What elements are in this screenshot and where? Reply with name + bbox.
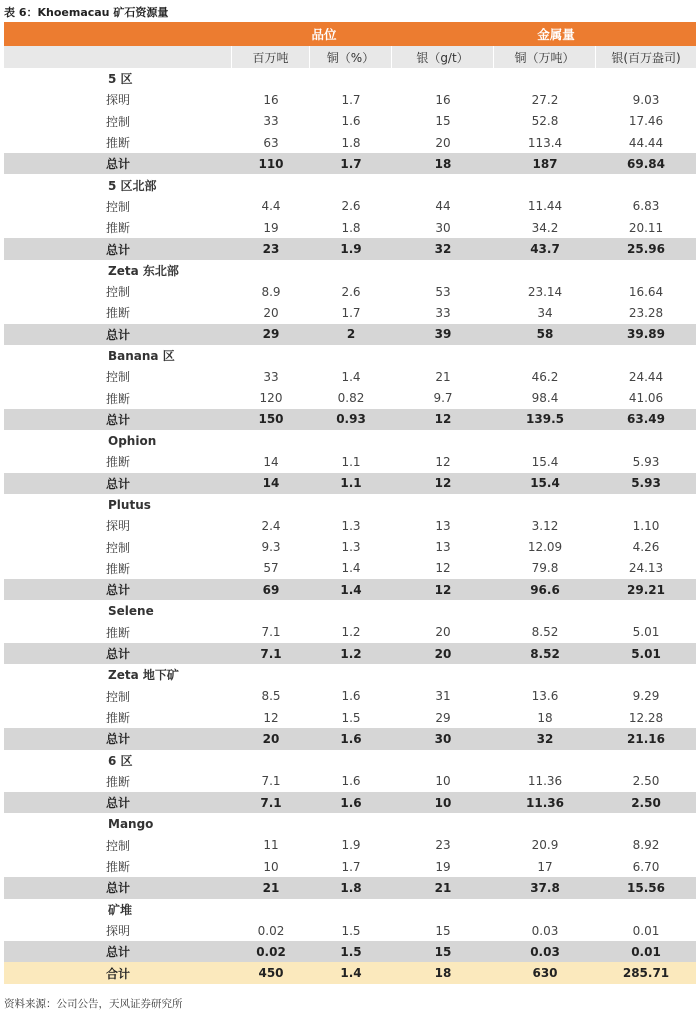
table-cell: 11.44 [527,199,563,214]
row-label: 总计 [106,327,131,342]
table-cell: 0.02 [256,944,286,959]
table-cell: 29.21 [627,582,665,597]
table-cell: 25.96 [627,242,665,257]
table-row [4,387,696,408]
table-cell: 1.7 [341,859,361,874]
section-header-row [4,68,696,89]
table-cell: 5.93 [631,476,661,491]
table-cell: 23.28 [628,305,664,320]
table-cell: 8.92 [632,838,660,853]
table-cell: 12 [434,412,452,427]
table-cell: 13 [435,518,451,533]
table-cell: 21.16 [627,731,665,746]
table-cell: 1.7 [340,156,362,171]
subtotal-row [4,941,696,962]
table-cell: 1.8 [341,220,361,235]
table-cell: 1.9 [340,242,362,257]
table-cell: 120 [259,391,283,406]
table-cell: 8.5 [261,689,281,704]
subtotal-row [4,324,696,345]
table-cell: 11.36 [527,774,563,789]
header-group-metal: 金属量 [537,27,575,42]
table-cell: 7.1 [260,646,282,661]
table-cell: 21 [262,880,280,895]
table-row [4,622,696,643]
table-cell: 20 [263,305,279,320]
table-cell: 2 [346,327,356,342]
table-cell: 19 [263,220,279,235]
table-cell: 5.93 [632,454,660,469]
table-cell: 18 [434,966,452,981]
table-row [4,451,696,472]
table-cell: 1.2 [341,625,361,640]
table-cell: 39 [434,327,452,342]
table-cell: 8.52 [531,625,559,640]
row-label: 控制 [106,285,131,300]
table-row [4,281,696,302]
table-cell: 0.01 [632,923,660,938]
row-label: 推断 [106,306,131,321]
table-cell: 58 [536,327,554,342]
row-label: 推断 [106,774,131,789]
table-cell: 0.03 [531,923,559,938]
table-cell: 12 [435,561,451,576]
table-cell: 1.6 [340,795,362,810]
table-cell: 20 [435,625,451,640]
table-cell: 20.11 [628,220,664,235]
subtotal-row [4,409,696,430]
table-cell: 1.6 [341,774,361,789]
table-row [4,217,696,238]
source-note: 资料来源：公司公告，天风证券研究所 [4,998,183,1010]
header-blank [4,46,232,68]
table-cell: 34 [537,305,553,320]
table-header-columns [4,46,696,68]
table-row [4,366,696,387]
table-cell: 1.10 [632,518,660,533]
table-cell: 630 [532,966,558,981]
table-row [4,686,696,707]
table-caption: 表 6：Khoemacau 矿石资源量 [4,6,169,19]
table-cell: 10 [263,859,279,874]
header-col-ag-metal: 银(百万盎司) [611,50,681,65]
table-cell: 11.36 [526,795,564,810]
row-label: Banana 区 [108,349,175,363]
row-label: 总计 [106,796,131,811]
table-cell: 2.4 [261,518,281,533]
table-cell: 29 [262,327,280,342]
table-cell: 10 [435,774,451,789]
table-cell: 15 [435,114,451,129]
table-cell: 7.1 [260,795,282,810]
subtotal-row [4,153,696,174]
table-cell: 1.7 [341,92,361,107]
table-cell: 20 [262,731,280,746]
table-cell: 1.4 [340,966,362,981]
row-label: 5 区 [108,72,133,87]
row-label: Selene [108,604,154,619]
row-label: 推断 [106,136,131,151]
table-cell: 20 [434,646,452,661]
table-row [4,558,696,579]
row-label: 控制 [106,199,131,214]
section-header-row [4,345,696,366]
table-cell: 23.14 [527,284,563,299]
subtotal-row [4,238,696,259]
table-cell: 33 [263,114,279,129]
table-cell: 30 [435,220,451,235]
table-cell: 187 [532,156,558,171]
row-label: 控制 [106,370,131,385]
table-cell: 0.02 [257,923,285,938]
table-cell: 1.6 [341,689,361,704]
table-cell: 6.83 [632,199,660,214]
table-cell: 96.6 [530,582,560,597]
subtotal-row [4,792,696,813]
table-cell: 52.8 [531,114,559,129]
table-row [4,920,696,941]
table-cell: 5.01 [631,646,661,661]
header-col-cu-grade: 铜（%） [310,46,392,68]
table-header-groups [4,22,696,46]
table-cell: 2.6 [341,199,361,214]
table-cell: 19 [435,859,451,874]
header-group-grade: 品位 [311,27,337,42]
table-cell: 15 [435,923,451,938]
section-header-row [4,430,696,451]
table-cell: 69.84 [627,156,665,171]
table-cell: 34.2 [531,220,559,235]
table-cell: 8.9 [261,284,281,299]
table-cell: 15 [434,944,452,959]
table-cell: 1.1 [340,476,362,491]
table-cell: 5.01 [632,625,660,640]
table-cell: 21 [435,369,451,384]
row-label: 探明 [106,519,131,534]
grand-total-row [4,962,696,983]
table-cell: 9.03 [632,92,660,107]
table-cell: 43.7 [530,242,560,257]
section-header-row [4,664,696,685]
subtotal-row [4,728,696,749]
table-cell: 63 [263,135,279,150]
table-cell: 16.64 [628,284,664,299]
row-label: Ophion [108,433,157,448]
row-label: 总计 [106,881,131,896]
subtotal-row [4,877,696,898]
row-label: 总计 [106,732,131,747]
subtotal-row [4,473,696,494]
row-label: 控制 [106,689,131,704]
table-cell: 15.56 [627,880,665,895]
table-cell: 2.6 [341,284,361,299]
table-cell: 1.7 [341,305,361,320]
table-cell: 7.1 [261,625,281,640]
table-cell: 9.29 [632,689,660,704]
table-cell: 23 [435,838,451,853]
table-cell: 4.26 [632,540,660,555]
row-label: 5 区北部 [108,178,157,193]
table-cell: 1.4 [340,582,362,597]
row-label: 推断 [106,860,131,875]
table-cell: 20 [435,135,451,150]
table-cell: 1.4 [341,369,361,384]
table-cell: 17.46 [628,114,664,129]
section-header-row [4,600,696,621]
table-cell: 14 [263,454,279,469]
table-cell: 14 [262,476,280,491]
table-cell: 12 [435,454,451,469]
table-cell: 6.70 [632,859,660,874]
table-cell: 12.09 [527,540,563,555]
section-header-row [4,174,696,195]
row-label: Mango [108,817,154,832]
table-cell: 15.4 [531,454,559,469]
table-cell: 139.5 [526,412,564,427]
row-label: 推断 [106,391,131,406]
table-cell: 30 [434,731,452,746]
section-header-row [4,260,696,281]
table-cell: 11 [263,838,279,853]
row-label: 总计 [106,242,131,257]
row-label: 控制 [106,838,131,853]
table-cell: 53 [435,284,451,299]
row-label: 6 区 [108,753,133,768]
table-row [4,856,696,877]
row-label: 矿堆 [108,902,133,917]
table-cell: 15.4 [530,476,560,491]
table-cell: 18 [434,156,452,171]
subtotal-row [4,643,696,664]
table-cell: 7.1 [261,774,281,789]
table-cell: 13.6 [531,689,559,704]
table-cell: 24.13 [628,561,664,576]
table-cell: 44.44 [628,135,664,150]
row-label: 推断 [106,455,131,470]
table-cell: 0.03 [530,944,560,959]
table-cell: 0.01 [631,944,661,959]
row-label: 总计 [106,476,131,491]
row-label: 总计 [106,412,131,427]
table-cell: 1.8 [341,135,361,150]
table-row [4,196,696,217]
row-label: 总计 [106,647,131,662]
header-col-tonnage: 百万吨 [232,46,310,68]
table-row [4,132,696,153]
table-row [4,89,696,110]
section-header-row [4,813,696,834]
section-header-row [4,899,696,920]
table-cell: 1.9 [341,838,361,853]
table-cell: 63.49 [627,412,665,427]
table-row [4,771,696,792]
table-cell: 1.2 [340,646,362,661]
table-row [4,515,696,536]
table-cell: 1.8 [340,880,362,895]
table-cell: 23 [262,242,280,257]
table-cell: 110 [258,156,284,171]
table-cell: 27.2 [531,92,559,107]
row-label: 推断 [106,561,131,576]
table-cell: 12.28 [628,710,664,725]
table-cell: 150 [258,412,284,427]
table-cell: 2.50 [631,795,661,810]
table-row [4,835,696,856]
row-label: Zeta 东北部 [108,263,179,278]
table-cell: 33 [263,369,279,384]
table-cell: 98.4 [531,391,559,406]
table-cell: 33 [435,305,451,320]
row-label: 推断 [106,711,131,726]
table-cell: 2.50 [632,774,660,789]
table-cell: 1.5 [341,710,361,725]
row-label: Zeta 地下矿 [108,668,179,683]
table-row [4,707,696,728]
row-label: 控制 [106,540,131,555]
table-cell: 1.1 [341,454,361,469]
subtotal-row [4,579,696,600]
table-cell: 0.82 [337,391,365,406]
table-cell: 1.6 [341,114,361,129]
table-cell: 69 [262,582,280,597]
table-cell: 18 [537,710,553,725]
table-cell: 20.9 [531,838,559,853]
row-label: 总计 [106,157,131,172]
table-body [4,68,696,984]
table-cell: 1.4 [341,561,361,576]
table-cell: 1.3 [341,540,361,555]
table-cell: 12 [263,710,279,725]
section-header-row [4,750,696,771]
table-cell: 1.5 [341,923,361,938]
table-cell: 13 [435,540,451,555]
row-label: 合计 [106,966,131,981]
table-cell: 41.06 [628,391,664,406]
table-cell: 16 [435,92,451,107]
table-row [4,302,696,323]
table-cell: 0.93 [336,412,366,427]
table-cell: 113.4 [527,135,563,150]
table-cell: 285.71 [622,966,670,981]
table-cell: 57 [263,561,279,576]
row-label: 总计 [106,583,131,598]
row-label: Plutus [108,497,151,512]
table-cell: 32 [434,242,452,257]
table-cell: 17 [537,859,553,874]
table-cell: 12 [434,476,452,491]
row-label: 推断 [106,221,131,236]
row-label: 总计 [106,945,131,960]
table-cell: 79.8 [531,561,559,576]
header-col-ag-grade: 银（g/t） [392,46,494,68]
row-label: 控制 [106,114,131,129]
table-cell: 24.44 [628,369,664,384]
table-cell: 21 [434,880,452,895]
table-row [4,111,696,132]
table-cell: 1.6 [340,731,362,746]
table-cell: 46.2 [531,369,559,384]
table-cell: 37.8 [530,880,560,895]
table-cell: 450 [258,966,284,981]
table-cell: 8.52 [530,646,560,661]
table-cell: 44 [435,199,451,214]
table-cell: 3.12 [531,518,559,533]
table-cell: 9.7 [433,391,453,406]
table-cell: 4.4 [261,199,281,214]
section-header-row [4,494,696,515]
table-cell: 39.89 [627,327,665,342]
table-cell: 16 [263,92,279,107]
table-cell: 10 [434,795,452,810]
table-cell: 32 [536,731,554,746]
header-col-cu-metal: 铜（万吨） [494,46,596,68]
table-cell: 9.3 [261,540,281,555]
row-label: 探明 [106,93,131,108]
row-label: 探明 [106,924,131,939]
table-cell: 1.5 [340,944,362,959]
table-cell: 1.3 [341,518,361,533]
table-cell: 31 [435,689,451,704]
table-cell: 29 [435,710,451,725]
table-row [4,537,696,558]
row-label: 推断 [106,625,131,640]
table-cell: 12 [434,582,452,597]
resource-table [4,22,696,984]
